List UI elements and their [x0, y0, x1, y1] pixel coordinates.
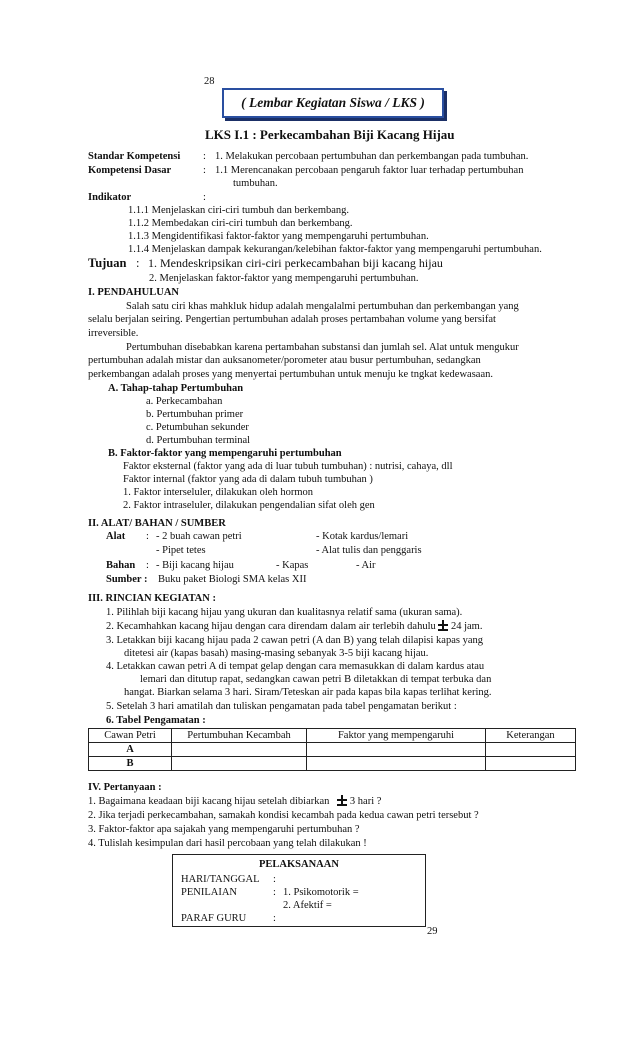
question-line: [88, 795, 381, 809]
bahan-item: - Biji kacang hijau: [156, 560, 234, 571]
step-2-text: 2. Kecamhahkan kacang hijau dengan cara direndam dalam air terlebih dahulu: [106, 621, 436, 632]
alat-item: - Pipet tetes: [156, 545, 206, 556]
question-line: 3. Faktor-faktor apa sajakah yang mempengaruhi pertumbuhan ?: [88, 824, 360, 835]
box-colon: :: [273, 874, 276, 885]
question-line: 4. Tulislah kesimpulan dari hasil percobaan yang telah dilakukan !: [88, 838, 367, 849]
column-header: Keterangan: [486, 729, 576, 743]
table-cell[interactable]: [486, 757, 576, 771]
table-cell[interactable]: [172, 743, 307, 757]
list-item: d. Pertumbuhan terminal: [146, 435, 251, 446]
sumber-text: Buku paket Biologi SMA kelas XII: [158, 574, 307, 585]
list-item: b. Pertumbuhan primer: [146, 409, 244, 420]
column-header: Cawan Petri: [89, 729, 172, 743]
step-line: 1. Pilihlah biji kacang hijau yang ukuran dan kualitasnya relatif sama (ukuran sama).: [106, 607, 463, 618]
question-1-text: 1. Bagaimana keadaan biji kacang hijau setelah dibiarkan: [88, 796, 330, 807]
bahan-label: Bahan: [106, 560, 136, 571]
kd-colon: :: [203, 165, 206, 176]
box-label-penilaian: PENILAIAN: [181, 887, 237, 898]
section-4-title: IV. Pertanyaan :: [88, 782, 162, 793]
step-line: lemari dan ditutup rapat, sedangkan cawan petri B diletakkan di tempat terbuka dan: [140, 674, 492, 685]
alat-item: - Kotak kardus/lemari: [316, 531, 409, 542]
alat-colon: :: [146, 531, 149, 542]
section-1-title: I. PENDAHULUAN: [88, 287, 180, 298]
table-cell[interactable]: [307, 743, 486, 757]
bahan-colon: :: [146, 560, 149, 571]
box-penilaian-1: 1. Psikomotorik =: [283, 887, 359, 898]
indicator-item: 1.1.4 Menjelaskan dampak kekurangan/kelebihan faktor-faktor yang mempengaruhi pertumbuhan.: [128, 244, 542, 255]
question-1-duration: 3 hari ?: [349, 796, 382, 807]
table-cell[interactable]: [172, 757, 307, 771]
list-item: a. Perkecambahan: [146, 396, 223, 407]
alat-item: - 2 buah cawan petri: [156, 531, 242, 542]
table-cell[interactable]: [307, 757, 486, 771]
indicator-item: 1.1.2 Membedakan ciri-ciri tumbuh dan berkembang.: [128, 218, 353, 229]
page-number-top: 28: [204, 76, 215, 87]
subsection-b-title: B. Faktor-faktor yang mempengaruhi pertumbuhan: [108, 448, 342, 459]
step-line: [106, 620, 482, 634]
tujuan-label: Tujuan: [88, 256, 127, 270]
table-cell: A: [89, 743, 172, 757]
table-row: [89, 757, 576, 771]
step-line: 4. Letakkan cawan petri A di tempat gelap dengan cara memasukkan di dalam kardus atau: [106, 661, 485, 672]
tujuan-colon: :: [136, 256, 140, 270]
observation-table: [88, 728, 576, 771]
list-item: Faktor eksternal (faktor yang ada di luar tubuh tumbuhan) : nutrisi, cahaya, dll: [123, 461, 453, 472]
sk-text: 1. Melakukan percobaan pertumbuhan dan perkembangan pada tumbuhan.: [215, 151, 529, 162]
box-title: PELAKSANAAN: [259, 859, 339, 870]
box-colon: :: [273, 913, 276, 924]
intro-paragraph-line: pertumbuhan adalah mistar dan auksanometer/porometer atau busur pertumbuhan, sedangkan: [88, 355, 481, 366]
step-2-duration: 24 jam.: [450, 621, 483, 632]
tujuan-item-1: 1. Mendeskripsikan ciri-ciri perkecambahan biji kacang hijau: [148, 256, 443, 270]
kd-text-cont: tumbuhan.: [233, 178, 278, 189]
table-cell: B: [89, 757, 172, 771]
tujuan-item-2: 2. Menjelaskan faktor-faktor yang mempengaruhi pertumbuhan.: [149, 273, 419, 284]
intro-paragraph-line: irreversible.: [88, 328, 139, 339]
step-line: ditetesi air (kapas basah) masing-masing sebanyak 3-5 biji kacang hijau.: [124, 648, 429, 659]
box-label-hari: HARI/TANGGAL: [181, 874, 260, 885]
box-penilaian-2: 2. Afektif =: [283, 900, 332, 911]
sk-colon: :: [203, 151, 206, 162]
bahan-item: - Air: [356, 560, 376, 571]
table-cell[interactable]: [486, 743, 576, 757]
bahan-item: - Kapas: [276, 560, 309, 571]
list-item: c. Petumbuhan sekunder: [146, 422, 249, 433]
subsection-a-title: A. Tahap-tahap Pertumbuhan: [108, 383, 244, 394]
box-colon: :: [273, 887, 276, 898]
plus-minus-icon: [337, 795, 347, 805]
plus-minus-icon: [438, 620, 448, 630]
alat-label: Alat: [106, 531, 126, 542]
question-line: 2. Jika terjadi perkecambahan, samakah kondisi kecambah pada kedua cawan petri tersebut ?: [88, 810, 479, 821]
box-label-paraf: PARAF GURU: [181, 913, 247, 924]
ind-colon: :: [203, 192, 206, 203]
list-item: 2. Faktor intraseluler, dilakukan pengendalian sifat oleh gen: [123, 500, 375, 511]
intro-paragraph-line: Pertumbuhan disebabkan karena pertambahan substansi dan jumlah sel. Alat untuk mengukur: [126, 342, 519, 353]
sumber-label: Sumber :: [106, 574, 148, 585]
table-header-row: [89, 729, 576, 743]
intro-paragraph-line: selalu berjalan seiring. Pengertian pertumbuhan adalah proses pertambahan volume yang bersifat: [88, 314, 496, 325]
list-item: Faktor internal (faktor yang ada di dalam tubuh tumbuhan ): [123, 474, 373, 485]
pelaksanaan-box: [172, 854, 426, 927]
sk-label: Standar Kompetensi: [88, 151, 181, 162]
ind-label: Indikator: [88, 192, 132, 203]
kd-text: 1.1 Merencanakan percobaan pengaruh faktor luar terhadap pertumbuhan: [215, 165, 524, 176]
page-title: LKS I.1 : Perkecambahan Biji Kacang Hijau: [205, 127, 455, 142]
section-3-title: III. RINCIAN KEGIATAN :: [88, 593, 216, 604]
section-2-title: II. ALAT/ BAHAN / SUMBER: [88, 518, 226, 529]
column-header: Faktor yang mempengaruhi: [307, 729, 486, 743]
kd-label: Kompetensi Dasar: [88, 165, 172, 176]
step-line: 6. Tabel Pengamatan :: [106, 715, 206, 726]
intro-paragraph-line: Salah satu ciri khas mahkluk hidup adalah mengalalmi pertumbuhan dan perkembangan yang: [126, 301, 519, 312]
column-header: Pertumbuhan Kecambah: [172, 729, 307, 743]
indicator-item: 1.1.3 Mengidentifikasi faktor-faktor yang mempengaruhi pertumbuhan.: [128, 231, 429, 242]
step-line: 5. Setelah 3 hari amatilah dan tuliskan pengamatan pada tabel pengamatan berikut :: [106, 701, 457, 712]
table-row: [89, 743, 576, 757]
step-line: hangat. Biarkan selama 3 hari. Siram/Teteskan air pada kapas bila kapas terlihat kering.: [124, 687, 492, 698]
alat-item: - Alat tulis dan penggaris: [316, 545, 422, 556]
list-item: 1. Faktor interseluler, dilakukan oleh hormon: [123, 487, 313, 498]
lks-banner: ( Lembar Kegiatan Siswa / LKS ): [222, 88, 444, 118]
intro-paragraph-line: perkembangan adalah proses yang menyertai pertumbuhan untuk menuju ke tngkat kedewasaan.: [88, 369, 493, 380]
indicator-item: 1.1.1 Menjelaskan ciri-ciri tumbuh dan berkembang.: [128, 205, 350, 216]
page-number-bottom: 29: [427, 926, 438, 937]
step-line: 3. Letakkan biji kacang hijau pada 2 cawan petri (A dan B) yang telah dilapisi kapas yang: [106, 635, 484, 646]
